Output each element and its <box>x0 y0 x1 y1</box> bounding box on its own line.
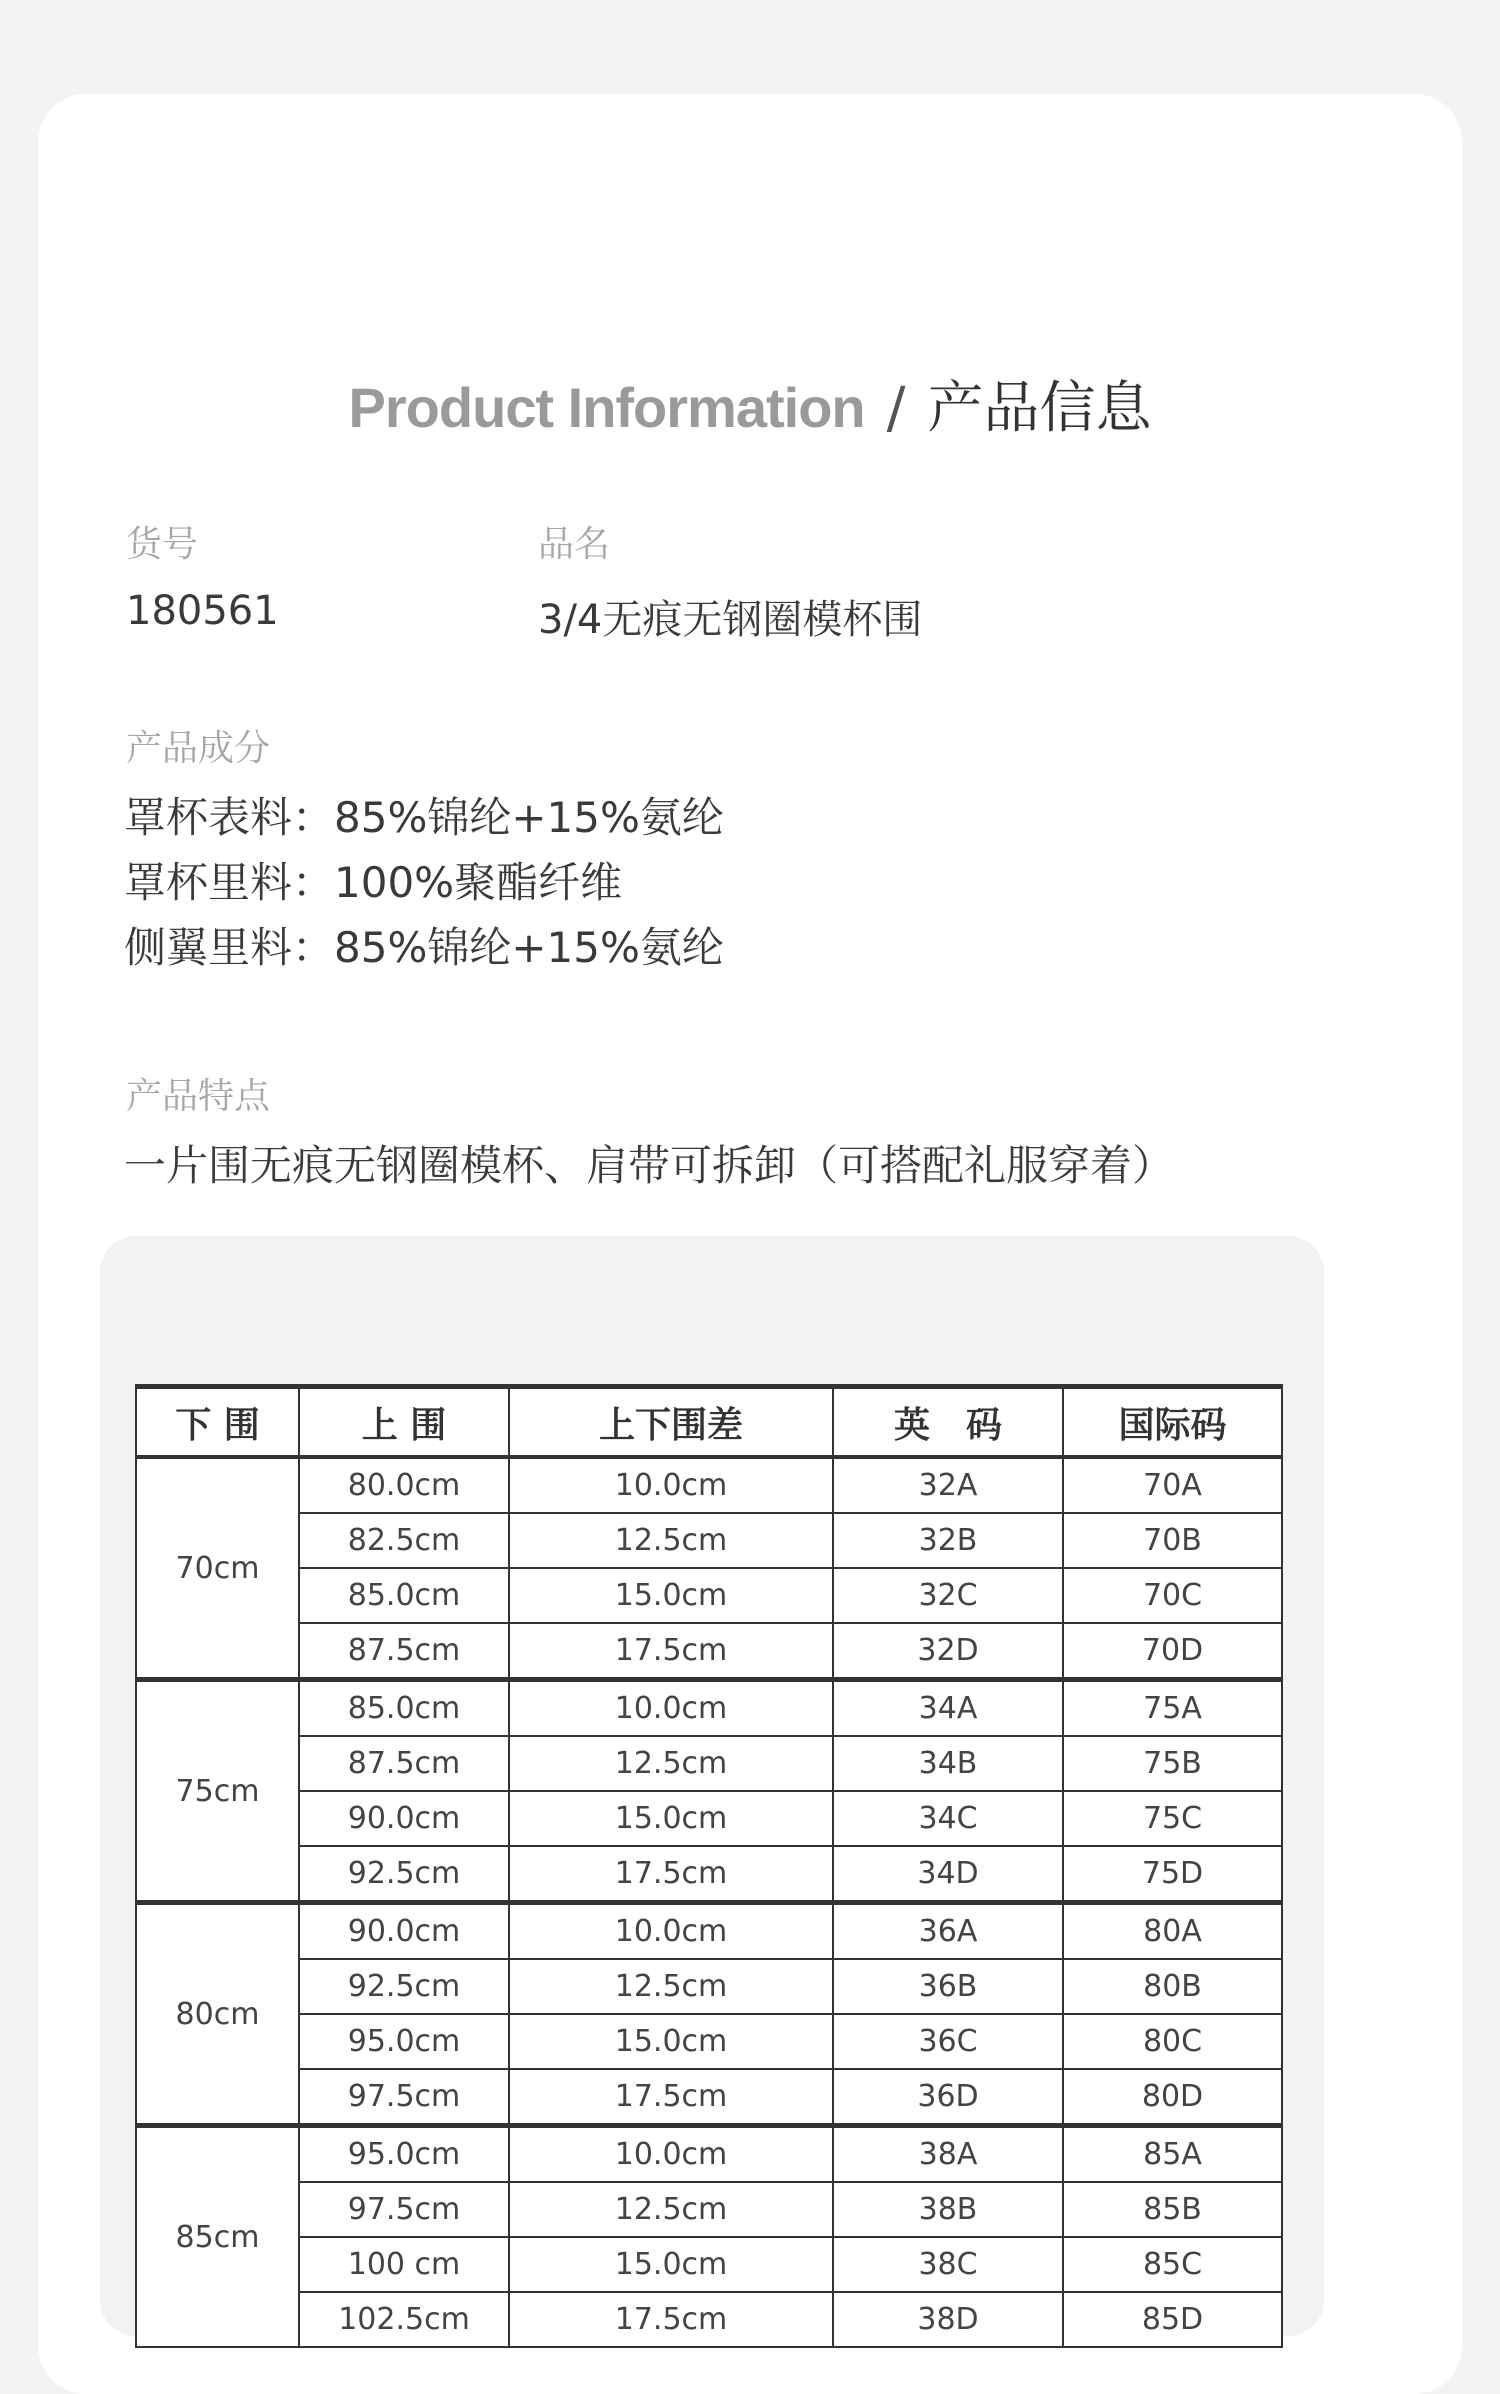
table-row <box>136 1903 1282 1960</box>
difference-cell: 15.0cm <box>509 2237 833 2292</box>
uk-size-cell: 34C <box>833 1791 1063 1846</box>
bust-cell: 85.0cm <box>299 1568 509 1623</box>
composition-line: 罩杯表料：85%锦纶+15%氨纶 <box>124 793 724 842</box>
difference-cell: 17.5cm <box>509 2292 833 2347</box>
table-row <box>136 1513 1282 1568</box>
bust-cell: 87.5cm <box>299 1736 509 1791</box>
intl-size-cell: 85D <box>1063 2292 1282 2347</box>
bust-cell: 100 cm <box>299 2237 509 2292</box>
difference-cell: 15.0cm <box>509 2014 833 2069</box>
title-separator: / <box>886 376 906 441</box>
difference-cell: 17.5cm <box>509 1623 833 1680</box>
uk-size-cell: 32B <box>833 1513 1063 1568</box>
under-bust-cell: 75cm <box>136 1680 299 1903</box>
difference-cell: 10.0cm <box>509 1680 833 1737</box>
uk-size-cell: 38B <box>833 2182 1063 2237</box>
header-bust: 上 围 <box>299 1387 509 1458</box>
sku-label: 货号 <box>126 524 199 565</box>
difference-cell: 15.0cm <box>509 1791 833 1846</box>
intl-size-cell: 85A <box>1063 2126 1282 2183</box>
intl-size-cell: 70D <box>1063 1623 1282 1680</box>
table-row <box>136 2182 1282 2237</box>
header-under-bust: 下 围 <box>136 1387 299 1458</box>
difference-cell: 10.0cm <box>509 1903 833 1960</box>
intl-size-cell: 80C <box>1063 2014 1282 2069</box>
table-row <box>136 1736 1282 1791</box>
difference-cell: 15.0cm <box>509 1568 833 1623</box>
title-chinese: 产品信息 <box>927 376 1152 441</box>
intl-size-cell: 75C <box>1063 1791 1282 1846</box>
intl-size-cell: 85C <box>1063 2237 1282 2292</box>
bust-cell: 92.5cm <box>299 1846 509 1903</box>
uk-size-cell: 36B <box>833 1959 1063 2014</box>
intl-size-cell: 75B <box>1063 1736 1282 1791</box>
difference-cell: 12.5cm <box>509 2182 833 2237</box>
bust-cell: 102.5cm <box>299 2292 509 2347</box>
composition-line: 侧翼里料：85%锦纶+15%氨纶 <box>124 923 724 972</box>
features-label: 产品特点 <box>126 1076 271 1117</box>
difference-cell: 17.5cm <box>509 2069 833 2126</box>
intl-size-cell: 80D <box>1063 2069 1282 2126</box>
features-text: 一片围无痕无钢圈模杯、肩带可拆卸（可搭配礼服穿着） <box>124 1141 1175 1190</box>
table-header-row <box>136 1387 1282 1458</box>
bust-cell: 97.5cm <box>299 2069 509 2126</box>
table-row <box>136 2292 1282 2347</box>
table-row <box>136 1791 1282 1846</box>
uk-size-cell: 34B <box>833 1736 1063 1791</box>
uk-size-cell: 34D <box>833 1846 1063 1903</box>
uk-size-cell: 38A <box>833 2126 1063 2183</box>
intl-size-cell: 80A <box>1063 1903 1282 1960</box>
uk-size-cell: 36A <box>833 1903 1063 1960</box>
bust-cell: 95.0cm <box>299 2126 509 2183</box>
header-difference: 上下围差 <box>509 1387 833 1458</box>
name-label: 品名 <box>538 524 611 565</box>
bust-cell: 82.5cm <box>299 1513 509 1568</box>
intl-size-cell: 70C <box>1063 1568 1282 1623</box>
header-intl-size: 国际码 <box>1063 1387 1282 1458</box>
composition-line: 罩杯里料：100%聚酯纤维 <box>124 858 623 907</box>
bust-cell: 85.0cm <box>299 1680 509 1737</box>
bust-cell: 97.5cm <box>299 2182 509 2237</box>
table-row <box>136 2126 1282 2183</box>
intl-size-cell: 75A <box>1063 1680 1282 1737</box>
title-english: Product Information <box>348 376 865 439</box>
bust-cell: 90.0cm <box>299 1903 509 1960</box>
bust-cell: 90.0cm <box>299 1791 509 1846</box>
table-row <box>136 2237 1282 2292</box>
uk-size-cell: 32D <box>833 1623 1063 1680</box>
page-title <box>38 364 1462 444</box>
name-value: 3/4无痕无钢圈模杯围 <box>538 597 923 643</box>
uk-size-cell: 36D <box>833 2069 1063 2126</box>
bust-cell: 80.0cm <box>299 1457 509 1513</box>
difference-cell: 12.5cm <box>509 1513 833 1568</box>
table-row <box>136 1959 1282 2014</box>
uk-size-cell: 32C <box>833 1568 1063 1623</box>
uk-size-cell: 32A <box>833 1457 1063 1513</box>
difference-cell: 17.5cm <box>509 1846 833 1903</box>
table-row <box>136 1457 1282 1513</box>
bust-cell: 87.5cm <box>299 1623 509 1680</box>
uk-size-cell: 36C <box>833 2014 1063 2069</box>
intl-size-cell: 70A <box>1063 1457 1282 1513</box>
header-uk-size: 英 码 <box>833 1387 1063 1458</box>
under-bust-cell: 85cm <box>136 2126 299 2348</box>
composition-label: 产品成分 <box>126 728 271 769</box>
bust-cell: 95.0cm <box>299 2014 509 2069</box>
under-bust-cell: 70cm <box>136 1457 299 1680</box>
table-row <box>136 1680 1282 1737</box>
difference-cell: 10.0cm <box>509 2126 833 2183</box>
table-row <box>136 1846 1282 1903</box>
uk-size-cell: 38C <box>833 2237 1063 2292</box>
table-row <box>136 2069 1282 2126</box>
intl-size-cell: 75D <box>1063 1846 1282 1903</box>
sku-value: 180561 <box>126 588 279 634</box>
table-row <box>136 1568 1282 1623</box>
difference-cell: 10.0cm <box>509 1457 833 1513</box>
difference-cell: 12.5cm <box>509 1959 833 2014</box>
table-row <box>136 1623 1282 1680</box>
uk-size-cell: 34A <box>833 1680 1063 1737</box>
intl-size-cell: 85B <box>1063 2182 1282 2237</box>
intl-size-cell: 80B <box>1063 1959 1282 2014</box>
intl-size-cell: 70B <box>1063 1513 1282 1568</box>
uk-size-cell: 38D <box>833 2292 1063 2347</box>
difference-cell: 12.5cm <box>509 1736 833 1791</box>
size-table <box>135 1384 1283 2348</box>
table-row <box>136 2014 1282 2069</box>
under-bust-cell: 80cm <box>136 1903 299 2126</box>
bust-cell: 92.5cm <box>299 1959 509 2014</box>
